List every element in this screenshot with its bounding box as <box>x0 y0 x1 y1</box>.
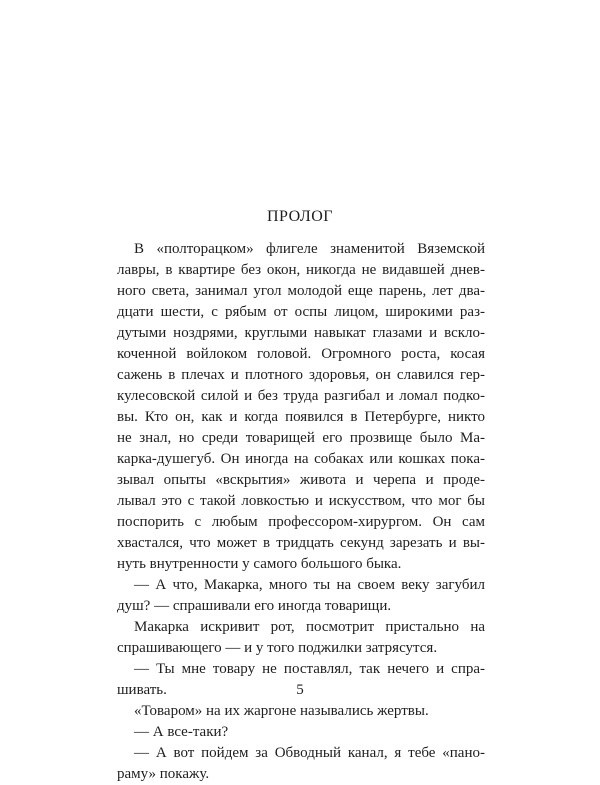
text-line: душ? — спрашивали его иногда товарищи. <box>117 598 392 614</box>
text-line: не знал, но среди товарищей его прозвище было Ма- <box>117 430 485 446</box>
text-line: — А вот пойдем за Обводный канал, я тебе «пано- <box>134 745 485 761</box>
page-number: 5 <box>296 682 304 698</box>
text-line: коченной войлоком головой. Огромного роста, косая <box>117 346 485 362</box>
text-line: — Ты мне товару не поставлял, так нечего и спра- <box>134 661 485 677</box>
text-line: Макарка искривит рот, посмотрит пристально на <box>134 619 485 635</box>
text-line: кулесовской силой и без труда разгибал и ломал подко- <box>117 388 485 404</box>
text-line: лавры, в квартире без окон, никогда не видавшей днев- <box>117 262 485 278</box>
chapter-heading: ПРОЛОГ <box>266 208 334 225</box>
text-line: шивать. <box>117 682 167 698</box>
text-line: — А все-таки? <box>134 724 229 740</box>
text-line: нуть внутренности у самого большого быка. <box>117 556 402 572</box>
text-line: дцати шести, с рябым от оспы лицом, широкими раз- <box>117 304 485 320</box>
body-text <box>117 239 485 785</box>
text-line: зывал опыты «вскрытия» живота и черепа и проде- <box>117 472 485 488</box>
text-line: раму» покажу. <box>117 766 210 782</box>
text-line: — А что, Макарка, много ты на своем веку загубил <box>134 577 485 593</box>
text-line: ного света, занимал угол молодой еще парень, лет два- <box>117 283 485 299</box>
text-line: В «полторацком» флигеле знаменитой Вяземской <box>134 241 485 257</box>
text-line: поспорить с любым профессором-хирургом. Он сам <box>117 514 485 530</box>
text-line: «Товаром» на их жаргоне назывались жертвы. <box>134 703 429 719</box>
text-line: лывал это с такой ловкостью и искусством, что мог бы <box>117 493 485 509</box>
text-line: дутыми ноздрями, круглыми навыкат глазами и вскло- <box>117 325 485 341</box>
text-line: вы. Кто он, как и когда появился в Петербурге, никто <box>117 409 485 425</box>
text-line: сажень в плечах и плотного здоровья, он славился гер- <box>117 367 485 383</box>
text-line: карка-душегуб. Он иногда на собаках или кошках пока- <box>117 451 485 467</box>
text-line: спрашивающего — и у того поджилки затрясутся. <box>117 640 438 656</box>
text-line: хвастался, что может в тридцать секунд зарезать и вы- <box>117 535 485 551</box>
